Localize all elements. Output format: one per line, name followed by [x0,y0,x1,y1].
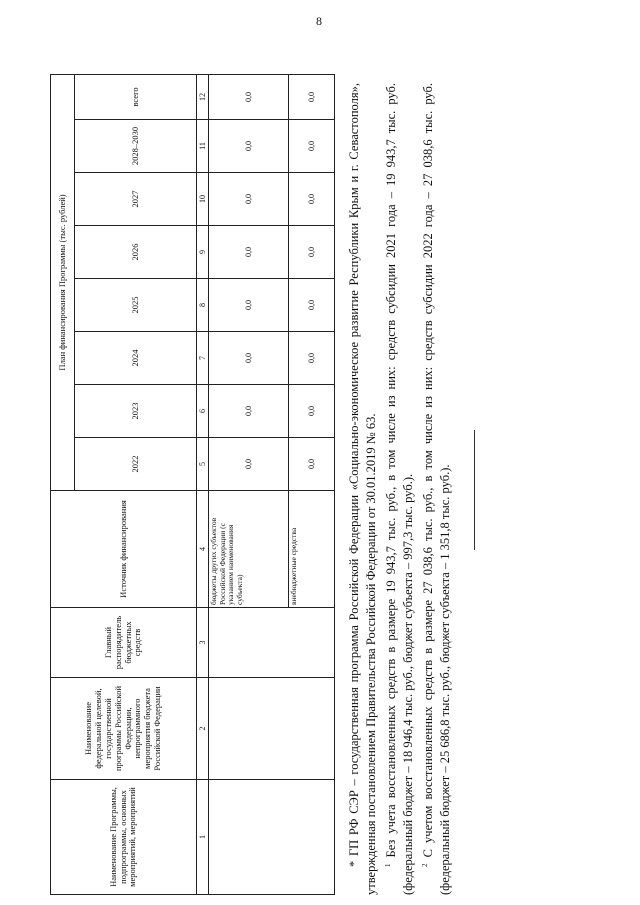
header-plan: План финансирования Программы (тыс. рублей) [51,74,75,490]
cell-value: 0,0 [209,385,289,438]
col-number: 4 [197,491,209,608]
header-total: всего [75,74,197,119]
col-number: 5 [197,438,209,491]
cell-value: 0,0 [289,173,335,226]
cell-value: 0,0 [289,120,335,173]
col-number: 2 [197,678,209,780]
footnote-1-mark: 1 [384,863,392,867]
cell-value: 0,0 [289,332,335,385]
header-year: 2023 [75,385,197,438]
cell-value: 0,0 [289,279,335,332]
header-name: Наименование Программы, подпрограммы, основных мероприятий, мероприятий [51,780,197,895]
col-number: 8 [197,279,209,332]
cell-value: 0,0 [289,385,335,438]
cell-value: 0,0 [209,173,289,226]
footnote-star: * ГП РФ СЭР – государственная программа Российской Федерации «Социально-экономическое развитие Республики Крым и г. Севастополя», утвержденная постановлением Правительства Российской Федерации от 30.01.2019 № 63. [347,83,378,895]
col-number: 9 [197,226,209,279]
header-manager: Главный распорядитель бюджетных средств [51,608,197,678]
col-number: 6 [197,385,209,438]
header-fed-name: Наименование федеральной целевой, государственной программы Российской Федерации, непрограммного мероприятия бюджета Российской Федерации [51,678,197,780]
footnote-2 [417,83,454,895]
col-number: 11 [197,120,209,173]
table-row [209,74,289,894]
footnote-1-text: Без учета восстановленных средств в размере 19 943,7 тыс. руб., в том числе из них: средств субсидии 2021 года – 19 943,7 тыс. руб. (федеральный бюджет – 18 946,4 тыс. руб., бюджет субъекта – 997,3 тыс. руб.). [384,83,416,895]
cell-source: внебюджетные средства [289,491,335,608]
cell-value: 0,0 [209,226,289,279]
col-number: 7 [197,332,209,385]
financing-table [50,74,335,895]
header-year: 2025 [75,279,197,332]
cell-name [209,780,335,895]
col-number: 1 [197,780,209,895]
cell-value: 0,0 [289,226,335,279]
header-year: 2022 [75,438,197,491]
cell-value: 0,0 [209,279,289,332]
col-number: 12 [197,74,209,119]
cell-source: бюджеты других субъектов Российской Федерации (с указанием наименования субъекта) [209,491,289,608]
footnote-2-text: С учетом восстановленных средств в размере 27 038,6 тыс. руб., в том числе из них: средств субсидии 2022 года – 27 038,6 тыс. руб. (федеральный бюджет – 25 686,8 тыс. руб., бюджет субъекта – 1 351,8 тыс. руб.). [421,83,453,895]
page-number: 8 [316,14,322,28]
header-year: 2027 [75,173,197,226]
cell-value: 0,0 [209,74,289,119]
cell-value: 0,0 [289,438,335,491]
footnote-1 [380,83,417,895]
cell-value: 0,0 [289,74,335,119]
footnotes [346,83,454,895]
col-number: 10 [197,173,209,226]
closing-rule [474,430,475,550]
cell-manager [209,608,335,678]
header-year: 2028–2030 [75,120,197,173]
footnote-2-mark: 2 [421,863,430,867]
cell-value: 0,0 [209,120,289,173]
col-number: 3 [197,608,209,678]
header-year: 2024 [75,332,197,385]
cell-fed-name [209,678,335,780]
rotated-content [50,35,610,895]
header-source: Источник финансирования [51,491,197,608]
cell-value: 0,0 [209,438,289,491]
cell-value: 0,0 [209,332,289,385]
header-year: 2026 [75,226,197,279]
